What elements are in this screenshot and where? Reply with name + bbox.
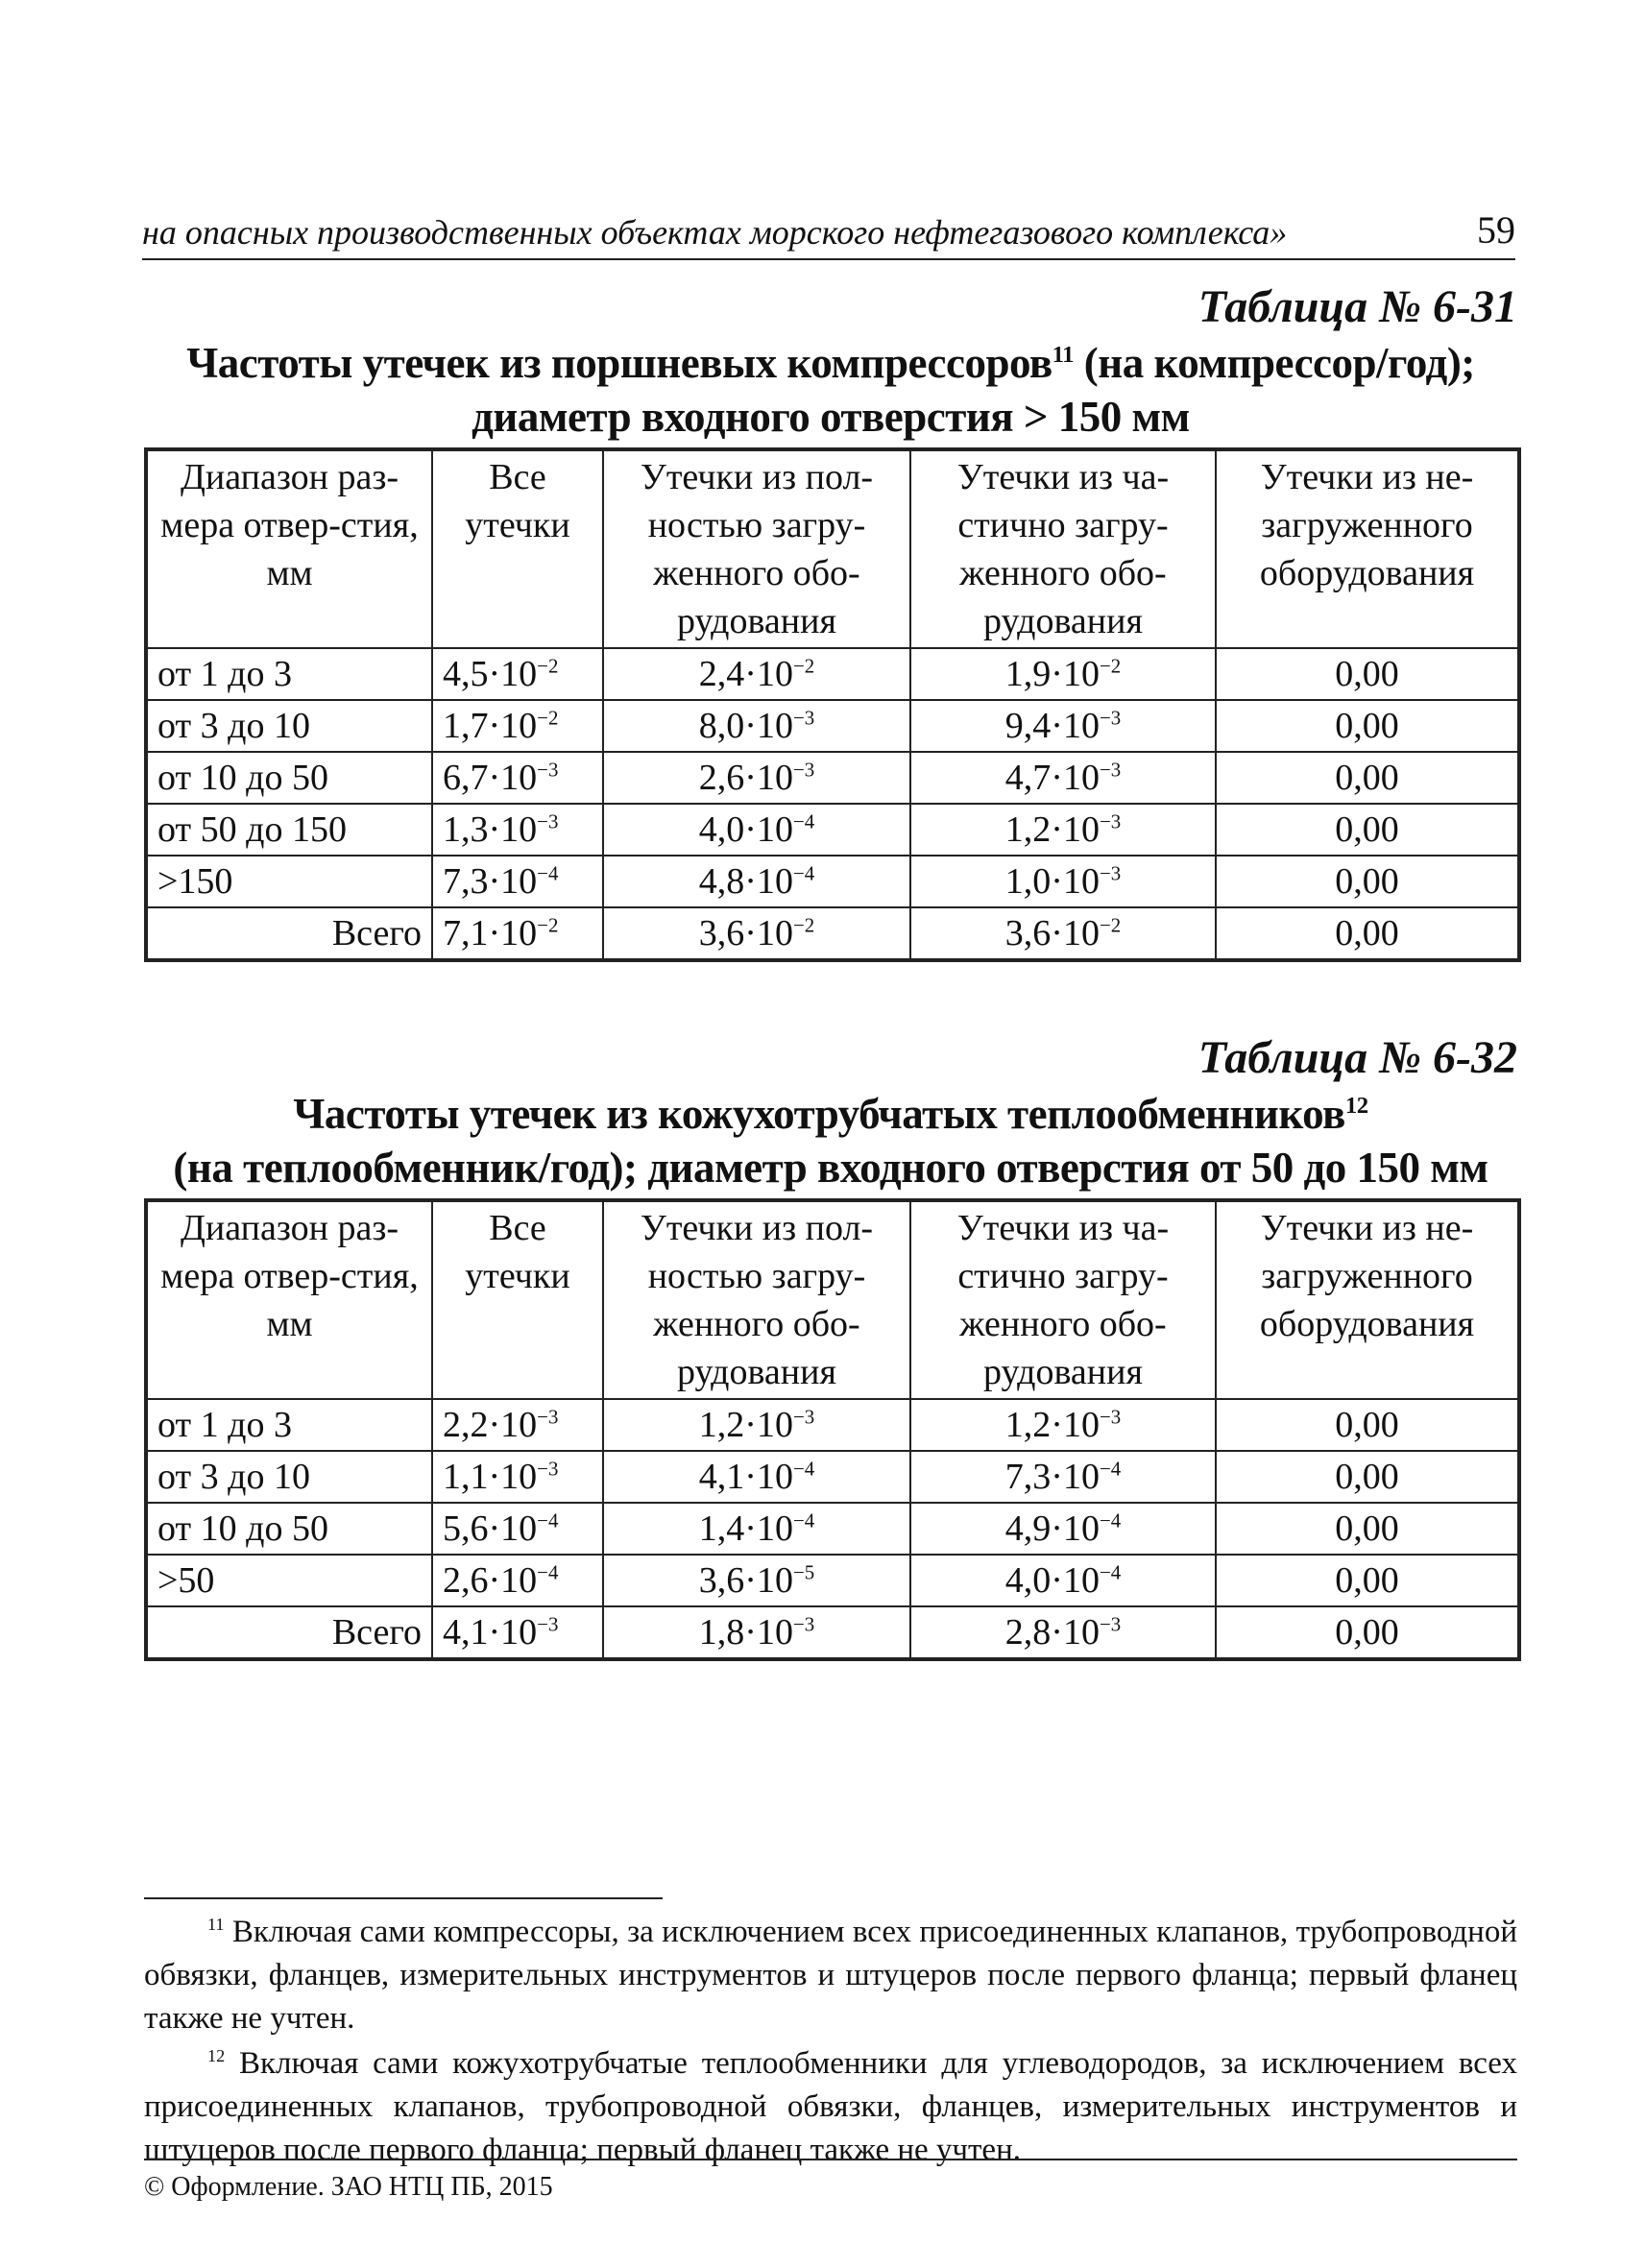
all-leaks-cell: $1,7\cdot 10^{-2}$ [432, 700, 603, 752]
column-header: Все утечки [432, 1200, 603, 1399]
partial-load-cell: $1,2\cdot 10^{-3}$ [910, 1399, 1216, 1451]
bottom-rule [144, 2159, 1517, 2160]
all-leaks-cell: $2,6\cdot 10^{-4}$ [432, 1555, 603, 1606]
full-load-cell: $4,8\cdot 10^{-4}$ [603, 856, 910, 907]
footnote: $^{11}$ Включая сами компрессоры, за исключением всех присоединенных клапанов, трубопроводной обвязки, фланцев, измерительных инструментов и штуцеров после первого фланца; первый фланец также не учтен. [144, 1915, 1517, 2036]
copyright: © Оформление. ЗАО НТЦ ПБ, 2015 [144, 2172, 553, 2202]
range-cell: от 1 до 3 [146, 648, 432, 700]
all-leaks-cell: $6,7\cdot 10^{-3}$ [432, 752, 603, 804]
table-row [146, 1451, 1519, 1503]
full-load-cell: $3,6\cdot 10^{-2}$ [603, 907, 910, 960]
column-header: Диапазон раз-мера отвер-стия, мм [146, 1200, 432, 1399]
column-header: Утечки из ча-стично загру-женного обо-рудования [910, 449, 1216, 648]
all-leaks-cell: $4,1\cdot 10^{-3}$ [432, 1606, 603, 1659]
full-load-cell: $2,6\cdot 10^{-3}$ [603, 752, 910, 804]
table-title: Частоты утечек из кожухотрубчатых теплообменников$^{12}$ (на теплообменник/год); диаметр входного отверстия от 50 до 150 мм [173, 1090, 1488, 1192]
unloaded-cell: 0,00 [1216, 752, 1519, 804]
table-row [146, 1555, 1519, 1606]
full-load-cell: $4,0\cdot 10^{-4}$ [603, 804, 910, 856]
partial-load-cell: $7,3\cdot 10^{-4}$ [910, 1451, 1216, 1503]
table-header-row [146, 449, 1519, 648]
full-load-cell: $1,2\cdot 10^{-3}$ [603, 1399, 910, 1451]
table-block-6-31 [144, 278, 1517, 962]
footnote: $^{12}$ Включая сами кожухотрубчатые теплообменники для углеводородов, за исключением всех присоединенных клапанов, трубопроводной обвязки, фланцев, измерительных инструментов и штуцеров после первого фланца; первый фланец также не учтен. [144, 2046, 1517, 2167]
table-block-6-32 [144, 1029, 1517, 1661]
column-header: Утечки из пол-ностью загру-женного обо-рудования [603, 1200, 910, 1399]
full-load-cell: $2,4\cdot 10^{-2}$ [603, 648, 910, 700]
full-load-cell: $1,4\cdot 10^{-4}$ [603, 1503, 910, 1555]
leak-frequency-table [144, 447, 1521, 962]
range-cell: от 10 до 50 [146, 1503, 432, 1555]
footnotes [144, 1911, 1517, 2174]
unloaded-cell: 0,00 [1216, 700, 1519, 752]
table-header-row [146, 1200, 1519, 1399]
full-load-cell: $4,1\cdot 10^{-4}$ [603, 1451, 910, 1503]
unloaded-cell: 0,00 [1216, 648, 1519, 700]
running-title: на опасных производственных объектах морского нефтегазового комплекса» [142, 213, 1288, 252]
unloaded-cell: 0,00 [1216, 1399, 1519, 1451]
all-leaks-cell: $2,2\cdot 10^{-3}$ [432, 1399, 603, 1451]
all-leaks-cell: $4,5\cdot 10^{-2}$ [432, 648, 603, 700]
all-leaks-cell: $1,3\cdot 10^{-3}$ [432, 804, 603, 856]
range-cell: от 50 до 150 [146, 804, 432, 856]
partial-load-cell: $9,4\cdot 10^{-3}$ [910, 700, 1216, 752]
total-label: Всего [146, 907, 432, 960]
total-label: Всего [146, 1606, 432, 1659]
column-header: Утечки из пол-ностью загру-женного обо-рудования [603, 449, 910, 648]
column-header: Утечки из ча-стично загру-женного обо-рудования [910, 1200, 1216, 1399]
full-load-cell: $8,0\cdot 10^{-3}$ [603, 700, 910, 752]
table-row [146, 1503, 1519, 1555]
page-number: 59 [1477, 208, 1515, 252]
partial-load-cell: $4,7\cdot 10^{-3}$ [910, 752, 1216, 804]
full-load-cell: $1,8\cdot 10^{-3}$ [603, 1606, 910, 1659]
unloaded-cell: 0,00 [1216, 856, 1519, 907]
table-row [146, 700, 1519, 752]
partial-load-cell: $1,2\cdot 10^{-3}$ [910, 804, 1216, 856]
partial-load-cell: $1,0\cdot 10^{-3}$ [910, 856, 1216, 907]
partial-load-cell: $2,8\cdot 10^{-3}$ [910, 1606, 1216, 1659]
all-leaks-cell: $5,6\cdot 10^{-4}$ [432, 1503, 603, 1555]
table-total-row [146, 907, 1519, 960]
table-row [146, 804, 1519, 856]
page-header [142, 207, 1515, 260]
partial-load-cell: $4,0\cdot 10^{-4}$ [910, 1555, 1216, 1606]
table-number: Таблица № 6-31 [1197, 281, 1517, 332]
partial-load-cell: $1,9\cdot 10^{-2}$ [910, 648, 1216, 700]
range-cell: >50 [146, 1555, 432, 1606]
unloaded-cell: 0,00 [1216, 1555, 1519, 1606]
all-leaks-cell: $7,1\cdot 10^{-2}$ [432, 907, 603, 960]
all-leaks-cell: $1,1\cdot 10^{-3}$ [432, 1451, 603, 1503]
partial-load-cell: $4,9\cdot 10^{-4}$ [910, 1503, 1216, 1555]
footnote-separator [144, 1897, 663, 1899]
table-total-row [146, 1606, 1519, 1659]
column-header: Утечки из не-загруженного оборудования [1216, 1200, 1519, 1399]
range-cell: от 10 до 50 [146, 752, 432, 804]
table-row [146, 752, 1519, 804]
column-header: Утечки из не-загруженного оборудования [1216, 449, 1519, 648]
range-cell: от 3 до 10 [146, 1451, 432, 1503]
range-cell: от 1 до 3 [146, 1399, 432, 1451]
unloaded-cell: 0,00 [1216, 1503, 1519, 1555]
table-row [146, 648, 1519, 700]
table-number: Таблица № 6-32 [1197, 1032, 1517, 1083]
unloaded-cell: 0,00 [1216, 804, 1519, 856]
leak-frequency-table [144, 1198, 1521, 1661]
full-load-cell: $3,6\cdot 10^{-5}$ [603, 1555, 910, 1606]
table-row [146, 856, 1519, 907]
partial-load-cell: $3,6\cdot 10^{-2}$ [910, 907, 1216, 960]
column-header: Все утечки [432, 449, 603, 648]
all-leaks-cell: $7,3\cdot 10^{-4}$ [432, 856, 603, 907]
unloaded-cell: 0,00 [1216, 1451, 1519, 1503]
unloaded-cell: 0,00 [1216, 1606, 1519, 1659]
column-header: Диапазон раз-мера отвер-стия, мм [146, 449, 432, 648]
table-title: Частоты утечек из поршневых компрессоров$^{11}$ (на компрессор/год); диаметр входного отверстия > 150 мм [186, 339, 1475, 441]
range-cell: от 3 до 10 [146, 700, 432, 752]
unloaded-cell: 0,00 [1216, 907, 1519, 960]
table-row [146, 1399, 1519, 1451]
range-cell: >150 [146, 856, 432, 907]
